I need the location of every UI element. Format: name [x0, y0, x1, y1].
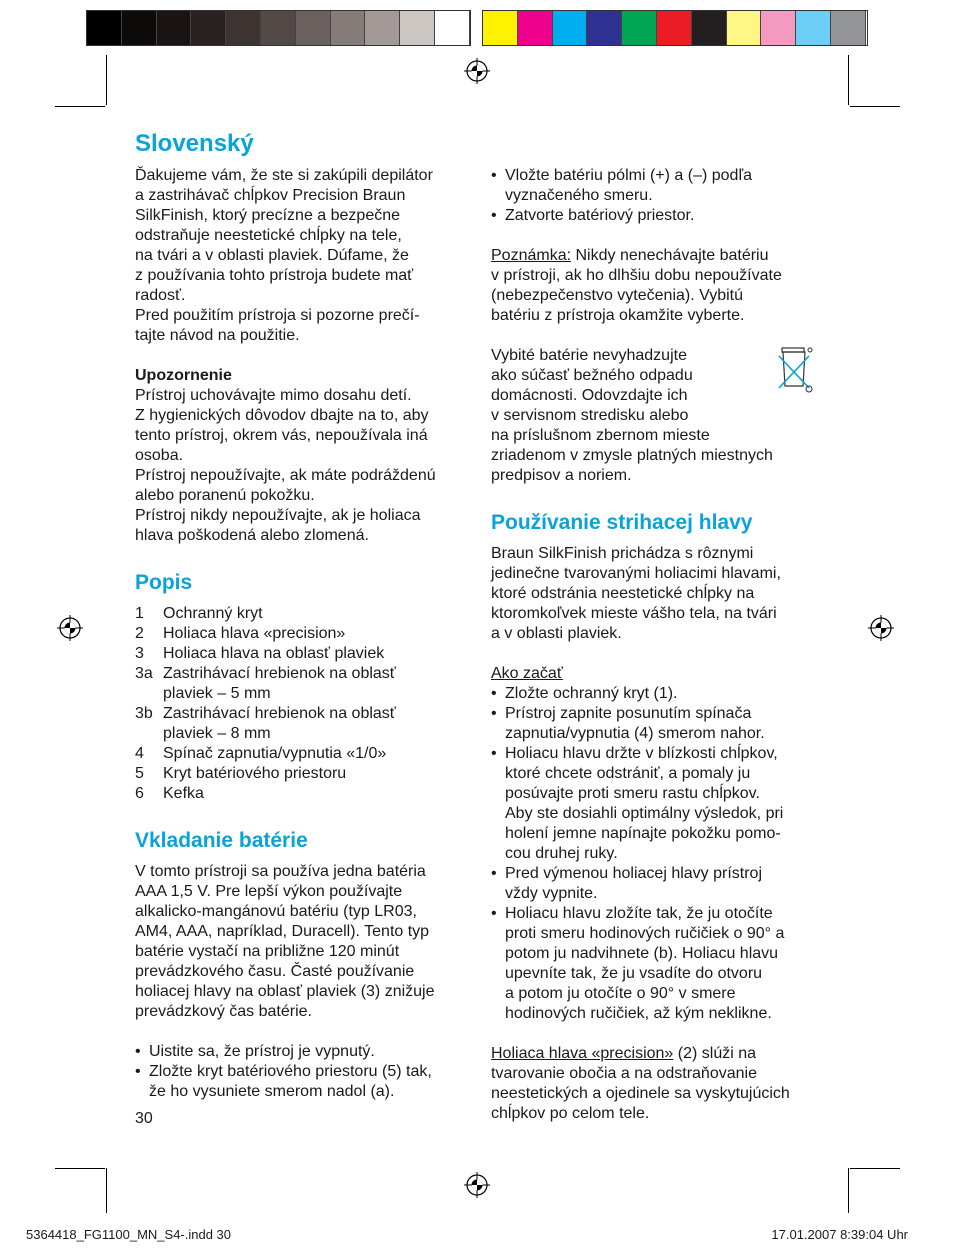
text-line: ako súčasť bežného odpadu — [491, 367, 693, 384]
list-item — [491, 904, 831, 1024]
text-line: prevádzkový čas batérie. — [135, 1003, 312, 1020]
color-swatch — [518, 11, 553, 45]
list-item-line: Uistite sa, že prístroj je vypnutý. — [149, 1043, 375, 1060]
item-label-line: Holiaca hlava na oblasť plaviek — [163, 645, 385, 662]
crop-mark — [850, 106, 900, 107]
text-line: na tvári a v oblasti plaviek. Dúfame, že — [135, 247, 409, 264]
crop-mark — [848, 55, 849, 105]
item-number: 4 — [135, 745, 144, 762]
grayscale-color-bar — [86, 10, 471, 46]
color-swatch — [122, 11, 157, 45]
color-swatch — [831, 11, 866, 45]
item-label-line: Ochranný kryt — [163, 605, 263, 622]
process-color-bar — [482, 10, 868, 46]
text-line: Prístroj nikdy nepoužívajte, ak je holiaca — [135, 507, 421, 524]
item-label-line: Kefka — [163, 785, 204, 802]
color-swatch — [692, 11, 727, 45]
list-item — [135, 644, 475, 664]
parts-list — [135, 604, 475, 804]
list-item — [135, 704, 475, 744]
list-item-line: potom ju nadvihnete (b). Holiacu hlavu — [505, 945, 779, 962]
item-label-line: plaviek – 8 mm — [163, 725, 271, 742]
item-label — [163, 704, 396, 744]
text-line: a zastrihávač chĺpkov Precision Braun — [135, 187, 406, 204]
text-line: V tomto prístroji sa používa jedna batéria — [135, 863, 426, 880]
list-item-line: zapnutia/vypnutia (4) smerom nahor. — [505, 725, 765, 742]
color-swatch — [226, 11, 261, 45]
color-swatch — [483, 11, 518, 45]
color-swatch — [435, 11, 470, 45]
list-item — [491, 864, 831, 904]
item-number: 5 — [135, 765, 144, 782]
color-swatch — [400, 11, 435, 45]
crop-mark — [848, 1168, 849, 1213]
text-line: Z hygienických dôvodov dbajte na to, aby — [135, 407, 429, 424]
text-line: zriadenom v zmysle platných miestnych — [491, 447, 773, 464]
list-item-line: vyznačeného smeru. — [505, 187, 653, 204]
color-swatch — [657, 11, 692, 45]
left-column — [135, 130, 475, 1102]
item-label — [163, 764, 346, 784]
text-line: domácnosti. Odovzdajte ich — [491, 387, 688, 404]
list-item-line: Pred výmenou holiacej hlavy prístroj — [505, 865, 763, 882]
item-number: 3b — [135, 705, 153, 722]
footer-file: 5364418_FG1100_MN_S4-.indd 30 — [26, 1227, 232, 1242]
right-column — [491, 166, 831, 1124]
list-item-line: upevníte tak, že ju vsadíte do otvoru — [505, 965, 763, 982]
item-number: 3a — [135, 665, 153, 682]
list-item-line: Vložte batériu pólmi (+) a (–) podľa — [505, 167, 753, 184]
start-steps — [491, 684, 831, 1024]
text-line: batérie vystačí na približne 120 minút — [135, 943, 400, 960]
item-number: 2 — [135, 625, 144, 642]
text-line: a v oblasti plaviek. — [491, 625, 622, 642]
registration-mark-icon — [464, 1172, 490, 1198]
text-line: Braun SilkFinish prichádza s rôznymi — [491, 545, 754, 562]
text-line: ktoromkoľvek mieste vášho tela, na tvári — [491, 605, 777, 622]
text-line: hlava poškodená alebo zlomená. — [135, 527, 369, 544]
item-label — [163, 624, 345, 644]
page-number: 30 — [135, 1110, 153, 1127]
section-heading-usage: Používanie strihacej hlavy — [491, 511, 753, 534]
list-item-line: holení jemne napínajte pokožku pomo- — [505, 825, 781, 842]
list-item — [491, 744, 831, 864]
text-line: AM4, AAA, napríklad, Duracell). Tento typ — [135, 923, 430, 940]
text-line: prevádzkového času. Časté používanie — [135, 963, 415, 980]
list-item-line: a potom ju otočíte o 90° v smere — [505, 985, 736, 1002]
text-line: predpisov a noriem. — [491, 467, 632, 484]
item-label-line: Kryt batériového priestoru — [163, 765, 347, 782]
list-item — [135, 1042, 475, 1062]
list-item — [135, 744, 475, 764]
text-line: AAA 1,5 V. Pre lepší výkon používajte — [135, 883, 403, 900]
list-item-line: vždy vypnite. — [505, 885, 598, 902]
color-swatch — [727, 11, 762, 45]
color-swatch — [622, 11, 657, 45]
crop-mark — [55, 106, 105, 107]
disposal-block — [491, 346, 831, 486]
text-line: z používania tohto prístroja budete mať — [135, 267, 414, 284]
list-item — [491, 206, 831, 226]
text-line: v prístroji, ak ho dlhšiu dobu nepoužívate — [491, 267, 782, 284]
list-item-line: cou druhej ruky. — [505, 845, 618, 862]
list-item-line: Aby ste dosiahli optimálny výsledok, pri — [505, 805, 784, 822]
list-item — [135, 624, 475, 644]
list-item — [135, 764, 475, 784]
text-line: tvarovanie obočia a na odstraňovanie — [491, 1065, 757, 1082]
battery-steps-continued — [491, 166, 831, 226]
list-item-line: Zložte kryt batériového priestoru (5) tak, — [149, 1063, 432, 1080]
color-swatch — [365, 11, 400, 45]
color-swatch — [87, 11, 122, 45]
list-item-line: Holiacu hlavu držte v blízkosti chĺpkov, — [505, 745, 778, 762]
color-swatch — [553, 11, 588, 45]
item-label-line: Holiaca hlava «precision» — [163, 625, 346, 642]
text-line: Pred použitím prístroja si pozorne prečí- — [135, 307, 420, 324]
color-swatch — [191, 11, 226, 45]
color-swatch — [587, 11, 622, 45]
crop-mark — [106, 55, 107, 105]
item-number: 1 — [135, 605, 144, 622]
warning-text — [135, 386, 475, 546]
color-swatch — [331, 11, 366, 45]
item-label — [163, 784, 204, 804]
list-item — [491, 166, 831, 206]
intro-text — [135, 166, 475, 346]
text-line: odstraňuje neestetické chĺpky na tele, — [135, 227, 402, 244]
note-label: Poznámka: — [491, 247, 572, 264]
text-line: jedinečne tvarovanými holiacimi hlavami, — [491, 565, 781, 582]
text-line: Vybité batérie nevyhadzujte — [491, 347, 687, 364]
color-swatch — [296, 11, 331, 45]
list-item-line: proti smeru hodinových ručičiek o 90° a — [505, 925, 785, 942]
list-item-line: Prístroj zapnite posunutím spínača — [505, 705, 752, 722]
crop-mark — [106, 1168, 107, 1213]
list-item-line: hodinových ručičiek, až kým neklikne. — [505, 1005, 772, 1022]
text-line: holiacej hlavy na oblasť plaviek (3) znižuje — [135, 983, 435, 1000]
item-label-line: plaviek – 5 mm — [163, 685, 271, 702]
item-label — [163, 644, 384, 664]
item-label-line: Zastrihávací hrebienok na oblasť — [163, 705, 396, 722]
registration-mark-icon — [57, 615, 83, 641]
list-item — [491, 704, 831, 744]
text-line: osoba. — [135, 447, 184, 464]
precision-paragraph — [491, 1044, 831, 1124]
battery-note — [491, 246, 831, 326]
color-swatch — [796, 11, 831, 45]
text-line: Ďakujeme vám, že ste si zakúpili depilátor — [135, 167, 433, 184]
section-heading-battery: Vkladanie batérie — [135, 829, 308, 852]
list-item — [135, 664, 475, 704]
crossed-bin-icon — [773, 342, 817, 398]
text-line: (nebezpečenstvo vytečenia). Vybitú — [491, 287, 743, 304]
section-heading-popis: Popis — [135, 571, 193, 594]
crop-mark — [55, 1168, 105, 1169]
item-label — [163, 744, 386, 764]
precision-label: Holiaca hlava «precision» — [491, 1045, 674, 1062]
text-line: v servisnom stredisku alebo — [491, 407, 689, 424]
text-line: Prístroj uchovávajte mimo dosahu detí. — [135, 387, 412, 404]
start-label: Ako začať — [491, 665, 563, 682]
item-label-line: Spínač zapnutia/vypnutia «1/0» — [163, 745, 387, 762]
text-line: tajte návod na použitie. — [135, 327, 300, 344]
usage-text — [491, 544, 831, 644]
item-label-line: Zastrihávací hrebienok na oblasť — [163, 665, 396, 682]
item-label — [163, 604, 263, 624]
page-title: Slovenský — [135, 130, 254, 157]
list-item-line: že ho vysuniete smerom nadol (a). — [149, 1083, 395, 1100]
color-swatch — [157, 11, 192, 45]
list-item-line: ktoré chcete odstrániť, a pomaly ju — [505, 765, 751, 782]
text-line: radosť. — [135, 287, 186, 304]
crop-mark — [850, 1168, 900, 1169]
list-item-line: Holiacu hlavu zložíte tak, že ju otočíte — [505, 905, 773, 922]
text-line: SilkFinish, ktorý precízne a bezpečne — [135, 207, 401, 224]
item-number: 3 — [135, 645, 144, 662]
color-swatch — [761, 11, 796, 45]
list-item — [135, 604, 475, 624]
list-item — [135, 784, 475, 804]
text-line: neestetických a ojedinele sa vyskytujúcich — [491, 1085, 790, 1102]
battery-text — [135, 862, 475, 1022]
battery-steps — [135, 1042, 475, 1102]
footer-date: 17.01.2007 8:39:04 Uhr — [771, 1227, 908, 1242]
warning-heading: Upozornenie — [135, 367, 232, 384]
text-line: batériu z prístroja okamžite vyberte. — [491, 307, 745, 324]
list-item-line: posúvajte proti smeru rastu chĺpkov. — [505, 785, 760, 802]
list-item — [135, 1062, 475, 1102]
registration-mark-icon — [868, 615, 894, 641]
list-item — [491, 684, 831, 704]
text-line: Nikdy nenechávajte batériu — [571, 247, 769, 264]
text-line: alebo poranenú pokožku. — [135, 487, 315, 504]
text-line: Prístroj nepoužívajte, ak máte podráždenú — [135, 467, 436, 484]
registration-mark-icon — [464, 58, 490, 84]
text-line: alkalicko-mangánovú batériu (typ LR03, — [135, 903, 417, 920]
text-line: chĺpkov po celom tele. — [491, 1105, 650, 1122]
text-line: tento prístroj, okrem vás, nepoužívala iná — [135, 427, 428, 444]
item-number: 6 — [135, 785, 144, 802]
list-item-line: Zatvorte batériový priestor. — [505, 207, 695, 224]
text-line: ktoré odstránia neestetické chĺpky na — [491, 585, 755, 602]
text-line: na príslušnom zbernom mieste — [491, 427, 710, 444]
item-label — [163, 664, 396, 704]
color-swatch — [261, 11, 296, 45]
text-line: (2) slúži na — [673, 1045, 757, 1062]
list-item-line: Zložte ochranný kryt (1). — [505, 685, 678, 702]
